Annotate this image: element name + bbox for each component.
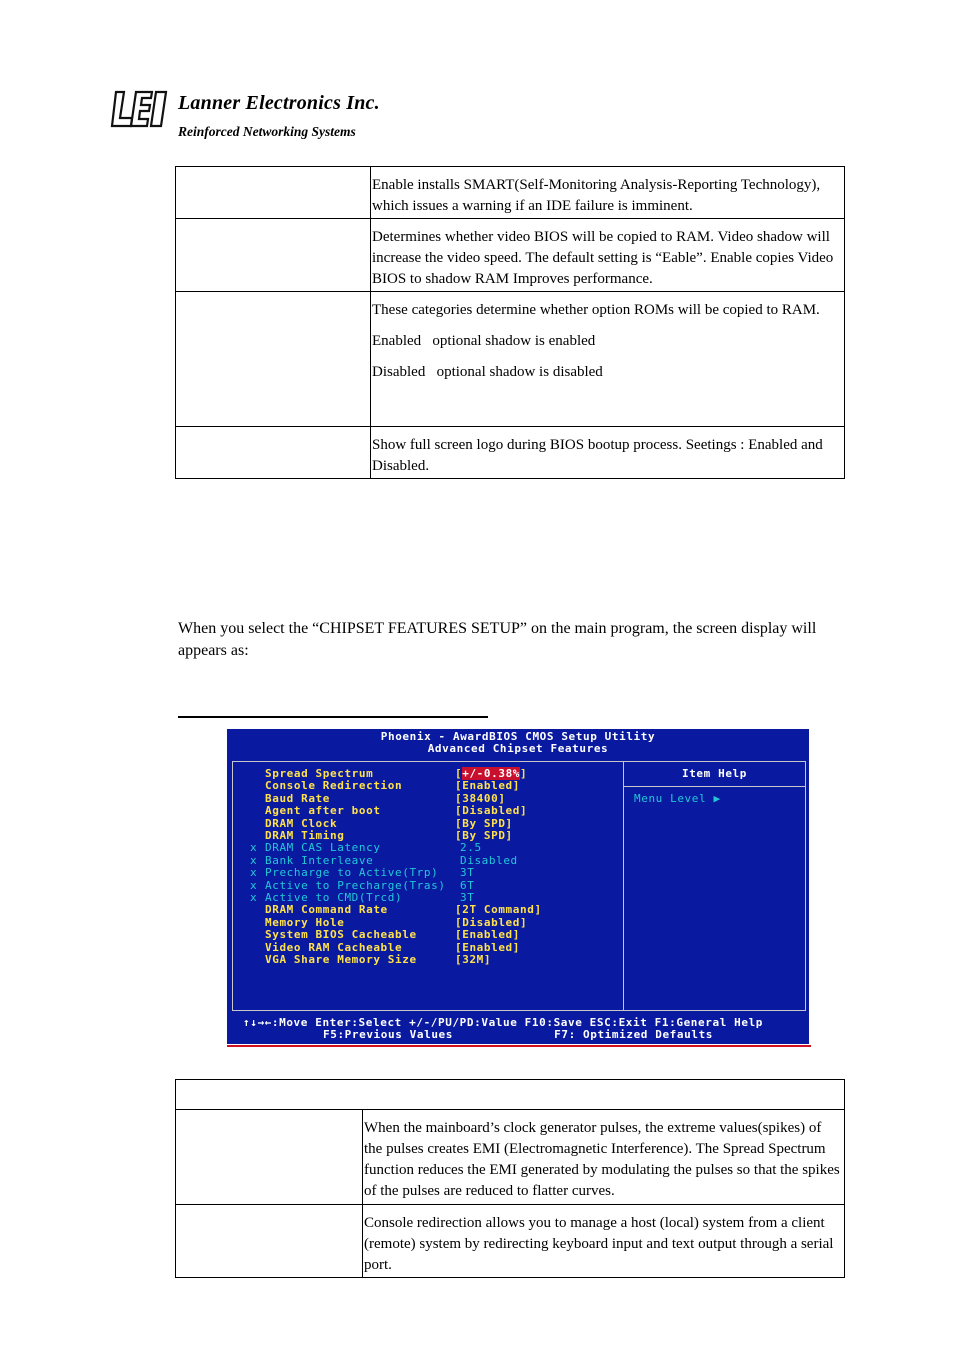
bios-divider [624, 786, 805, 787]
table-cell-description [363, 1205, 845, 1278]
menu-level-text: Menu Level ▶ [634, 792, 721, 805]
option-description-table-2 [175, 1079, 845, 1278]
bios-setting-label: Agent after boot [265, 804, 381, 818]
lei-logo-mark-icon [110, 88, 170, 130]
bios-setting-value[interactable]: 3T [460, 866, 475, 880]
description-text: Disabled optional shadow is disabled [372, 364, 603, 380]
brand-tagline: Reinforced Networking Systems [178, 124, 356, 139]
item-help-title: Item Help [681, 767, 747, 780]
bios-setting-value[interactable]: [+/-0.38%] [455, 767, 528, 780]
table-cell-description [371, 427, 845, 479]
bios-setting-value[interactable]: 6T [460, 878, 475, 892]
bios-setting-value[interactable]: [Enabled] [455, 928, 521, 942]
disabled-marker: x [250, 891, 258, 904]
bios-setting-value[interactable]: [2T Command] [455, 903, 542, 917]
table-row [176, 1110, 845, 1205]
bios-footer-defaults: F5:Previous Values F7: Optimized Defaults [323, 1028, 714, 1041]
bios-setting-value[interactable]: [38400] [455, 791, 506, 805]
description-text: Show full screen logo during BIOS bootup process. Seetings : Enabled and Disabled. [372, 437, 823, 474]
table-cell-label [176, 167, 371, 219]
company-logo [110, 86, 410, 146]
table-row [176, 1205, 845, 1278]
table-cell-label [176, 1205, 363, 1278]
disabled-marker: x [250, 866, 258, 880]
bios-setting-value[interactable]: Disabled [460, 853, 518, 867]
description-text: Console redirection allows you to manage a host (local) system from a client (remote) system by redirecting keyboard input and text output through a serial port. [364, 1215, 834, 1273]
bios-setting-label: Spread Spectrum [265, 767, 374, 780]
description-text: Enable installs SMART(Self-Monitoring Analysis-Reporting Technology), which issues a warning if an IDE failure is imminent. [372, 177, 821, 214]
bios-setting-label: DRAM Clock [265, 816, 338, 830]
bios-subtitle: Advanced Chipset Features [427, 742, 609, 755]
intro-paragraph: When you select the “CHIPSET FEATURES SETUP” on the main program, the screen display will appears as: [178, 620, 817, 659]
table-header-cell [176, 1080, 845, 1110]
bios-setting-label: Active to CMD(Trcd) [265, 891, 403, 904]
table-header-row [176, 1080, 845, 1110]
bios-setting-label: Video RAM Cacheable [265, 940, 403, 954]
table-cell-label [176, 219, 371, 292]
table-cell-description [363, 1110, 845, 1205]
table-row [176, 427, 845, 479]
bios-setting-value[interactable]: [Disabled] [455, 915, 528, 929]
option-description-table-1 [175, 166, 845, 479]
disabled-marker: x [250, 878, 258, 892]
table-cell-description [371, 292, 845, 427]
bios-footer-keys: ↑↓→←:Move Enter:Select +/-/PU/PD:Value F10:Save ESC:Exit F1:General Help [243, 1016, 764, 1029]
bios-setting-value[interactable]: 3T [460, 891, 475, 904]
bios-setting-label: Memory Hole [265, 915, 345, 929]
bios-setting-value[interactable]: [By SPD] [455, 816, 513, 830]
bios-setting-value[interactable]: [Enabled] [455, 940, 521, 954]
bios-setting-value[interactable]: [32M] [455, 953, 492, 966]
bios-divider [623, 762, 624, 1010]
description-text: Determines whether video BIOS will be copied to RAM. Video shadow will increase the video speed. The default setting is “Eable”. Enable copies Video BIOS to shadow RAM Improves performance. [372, 229, 834, 287]
bios-setting-label: System BIOS Cacheable [265, 928, 417, 942]
bios-setting-label: Baud Rate [265, 791, 331, 805]
bios-setting-value[interactable]: [Disabled] [455, 804, 528, 818]
table-cell-label [176, 427, 371, 479]
bios-setting-label: Active to Precharge(Tras) [265, 878, 446, 892]
brand-name: Lanner Electronics Inc. [178, 92, 380, 114]
table-cell-description [371, 167, 845, 219]
bios-setting-value[interactable]: [By SPD] [455, 829, 513, 842]
table-row [176, 219, 845, 292]
bios-setting-label: Precharge to Active(Trp) [265, 866, 439, 880]
table-row [176, 292, 845, 427]
bios-setting-label: Console Redirection [265, 779, 403, 793]
bios-setting-label: DRAM Command Rate [265, 903, 388, 917]
disabled-marker: x [250, 841, 258, 855]
table-cell-description [371, 219, 845, 292]
disabled-marker: x [250, 853, 258, 867]
description-text: When the mainboard’s clock generator pulses, the extreme values(spikes) of the pulses creates EMI (Electromagnetic Interference). The Spread Spectrum function reduces the EMI generated by modulating the pulses so that the spikes of the pulses are reduced to flatter curves. [364, 1120, 840, 1199]
bios-setting-label: Bank Interleave [265, 853, 374, 867]
table-cell-label [176, 292, 371, 427]
table-row [176, 167, 845, 219]
table-cell-label [176, 1110, 363, 1205]
section-rule [178, 716, 488, 718]
selected-value-highlight: +/-0.38% [462, 767, 521, 780]
bios-setting-label: DRAM Timing [265, 829, 345, 842]
description-text: Enabled optional shadow is enabled [372, 333, 596, 349]
bios-underline [227, 1045, 811, 1047]
bios-setting-label: VGA Share Memory Size [265, 953, 417, 966]
bios-screen [227, 729, 809, 1044]
bios-setting-label: DRAM CAS Latency [265, 841, 381, 855]
bios-title: Phoenix - AwardBIOS CMOS Setup Utility [380, 730, 656, 743]
bios-setting-value[interactable]: 2.5 [460, 841, 482, 855]
bios-setting-value[interactable]: [Enabled] [455, 779, 521, 793]
description-text: These categories determine whether option ROMs will be copied to RAM. [372, 302, 820, 318]
